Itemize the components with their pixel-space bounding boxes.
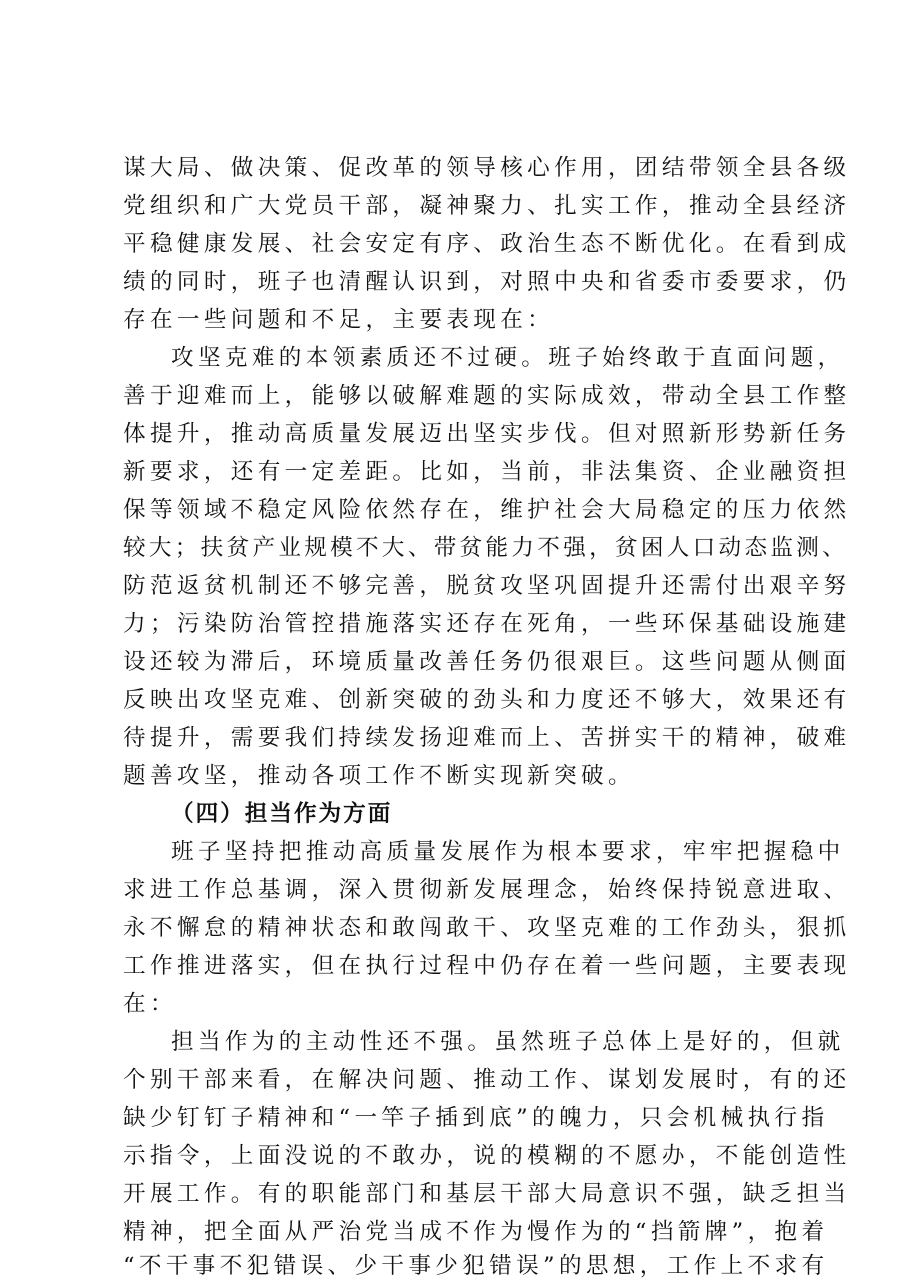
paragraph-line: 班子坚持把推动高质量发展作为根本要求，牢牢把握稳中 xyxy=(171,839,845,865)
paragraph-line: 永不懈怠的精神状态和敢闯敢干、攻坚克难的工作劲头，狠抓 xyxy=(123,915,851,941)
paragraph-line: 善于迎难而上，能够以破解难题的实际成效，带动全县工作整 xyxy=(123,383,851,409)
paragraph-line: 力；污染防治管控措施落实还存在死角，一些环保基础设施建 xyxy=(123,611,851,637)
paragraph-line: 担当作为的主动性还不强。虽然班子总体上是好的，但就 xyxy=(171,1029,845,1055)
paragraph-line: 反映出攻坚克难、创新突破的劲头和力度还不够大，效果还有 xyxy=(123,687,851,713)
paragraph-line: 新要求，还有一定差距。比如，当前，非法集资、企业融资担 xyxy=(123,459,851,485)
paragraph-line: 题善攻坚，推动各项工作不断实现新突破。 xyxy=(123,763,635,789)
paragraph-line: 个别干部来看，在解决问题、推动工作、谋划发展时，有的还 xyxy=(123,1067,851,1093)
paragraph-line: “不干事不犯错误、少干事少犯错误”的思想，工作上不求有 xyxy=(123,1253,829,1279)
paragraph-line: 缺少钉钉子精神和“一竿子插到底”的魄力，只会机械执行指 xyxy=(123,1105,829,1131)
paragraph-line: 绩的同时，班子也清醒认识到，对照中央和省委市委要求，仍 xyxy=(123,269,851,295)
paragraph-line: 工作推进落实，但在执行过程中仍存在着一些问题，主要表现 xyxy=(123,953,851,979)
paragraph-line: 党组织和广大党员干部，凝神聚力、扎实工作，推动全县经济 xyxy=(123,193,851,219)
paragraph-line: 开展工作。有的职能部门和基层干部大局意识不强，缺乏担当 xyxy=(123,1181,851,1207)
paragraph-line: 设还较为滞后，环境质量改善任务仍很艰巨。这些问题从侧面 xyxy=(123,649,851,675)
paragraph-line: 平稳健康发展、社会安定有序、政治生态不断优化。在看到成 xyxy=(123,231,851,257)
paragraph-line: 较大；扶贫产业规模不大、带贫能力不强，贫困人口动态监测、 xyxy=(123,535,849,561)
paragraph-line: 精神，把全面从严治党当成不作为慢作为的“挡箭牌”，抱着 xyxy=(123,1219,829,1245)
paragraph-line: 防范返贫机制还不够完善，脱贫攻坚巩固提升还需付出艰辛努 xyxy=(123,573,851,599)
paragraph-line: 保等领域不稳定风险依然存在，维护社会大局稳定的压力依然 xyxy=(123,497,851,523)
paragraph-line: 求进工作总基调，深入贯彻新发展理念，始终保持锐意进取、 xyxy=(123,877,851,903)
paragraph-line: 攻坚克难的本领素质还不过硬。班子始终敢于直面问题， xyxy=(171,345,845,371)
paragraph-line: 存在一些问题和不足，主要表现在： xyxy=(123,307,555,333)
paragraph-line: 体提升，推动高质量发展迈出坚实步伐。但对照新形势新任务 xyxy=(123,421,851,447)
section-heading: （四）担当作为方面 xyxy=(171,801,393,827)
paragraph-line: 待提升，需要我们持续发扬迎难而上、苦拼实干的精神，破难 xyxy=(123,725,851,751)
paragraph-line: 谋大局、做决策、促改革的领导核心作用，团结带领全县各级 xyxy=(123,155,851,181)
paragraph-line: 示指令，上面没说的不敢办，说的模糊的不愿办，不能创造性 xyxy=(123,1143,851,1169)
paragraph-line: 在： xyxy=(123,991,177,1017)
